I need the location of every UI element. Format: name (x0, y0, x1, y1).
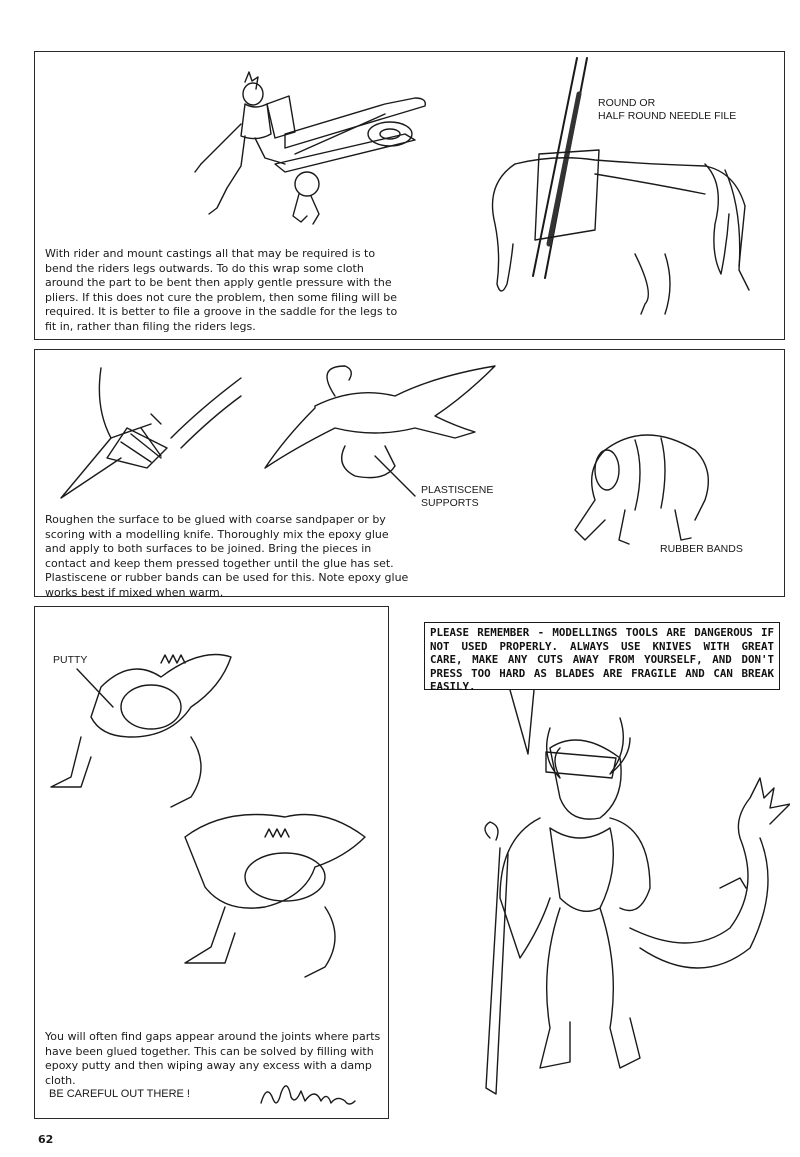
dragon-leg-putty-illustration (41, 627, 381, 817)
panel-gluing (34, 349, 785, 597)
horse-with-needle-file-illustration (475, 54, 775, 324)
panel-rider-mount (34, 51, 785, 340)
putty-label: PUTTY (53, 654, 88, 666)
signature-image (255, 1077, 375, 1111)
demon-with-crutch-illustration (400, 688, 790, 1128)
sign-off: BE CAREFUL OUT THERE ! (49, 1088, 190, 1100)
plastiscene-label-line2: SUPPORTS (421, 497, 479, 509)
wing-sandpaper-illustration (41, 358, 251, 508)
plastiscene-label-line1: PLASTISCENE (421, 484, 494, 496)
putty-caption: You will often find gaps appear around the joints where parts have been glued together. This can be solved by filling with epoxy putty and then wiping away any excess with a damp cloth. (45, 1030, 381, 1087)
needle-file-label-line2: HALF ROUND NEEDLE FILE (598, 110, 737, 122)
warning-speech-bubble: PLEASE REMEMBER - MODELLINGS TOOLS ARE DANGEROUS IF NOT USED PROPERLY. ALWAYS USE KNIVES WITH GREAT CARE, MAKE ANY CUTS AWAY FROM YOURSELF, AND DON'T PRESS TOO HARD AS BLADES ARE FRAGILE AND CAN BREAK EASILY. (424, 622, 780, 690)
needle-file-label (598, 97, 736, 123)
needle-file-label-line1: ROUND OR (598, 97, 656, 109)
gluing-caption: Roughen the surface to be glued with coarse sandpaper or by scoring with a modelling knife. Thoroughly mix the epoxy glue and apply to both surfaces to be joined. Bring the pieces in contact and keep them pressed together until the glue has set. Plastiscene or rubber bands can be used for this. Note epoxy glue works best if mixed when warm. (45, 513, 409, 599)
panel-putty (34, 606, 389, 1119)
page-number: 62 (38, 1133, 54, 1146)
dragon-leg-filled-illustration (165, 797, 385, 997)
rider-mount-caption: With rider and mount castings all that may be required is to bend the riders legs outwards. To do this wrap some cloth around the part to be bent then apply gentle pressure with the pliers. If this does not cure the problem, then some filing will be required. It is better to file a groove in the saddle for the legs to fit in, rather than filing the riders legs. (45, 247, 398, 333)
rubber-bands-label: RUBBER BANDS (660, 543, 743, 555)
plastiscene-label (421, 484, 493, 510)
knight-with-pliers-illustration (175, 64, 435, 239)
beast-rubber-bands-illustration (565, 420, 725, 560)
